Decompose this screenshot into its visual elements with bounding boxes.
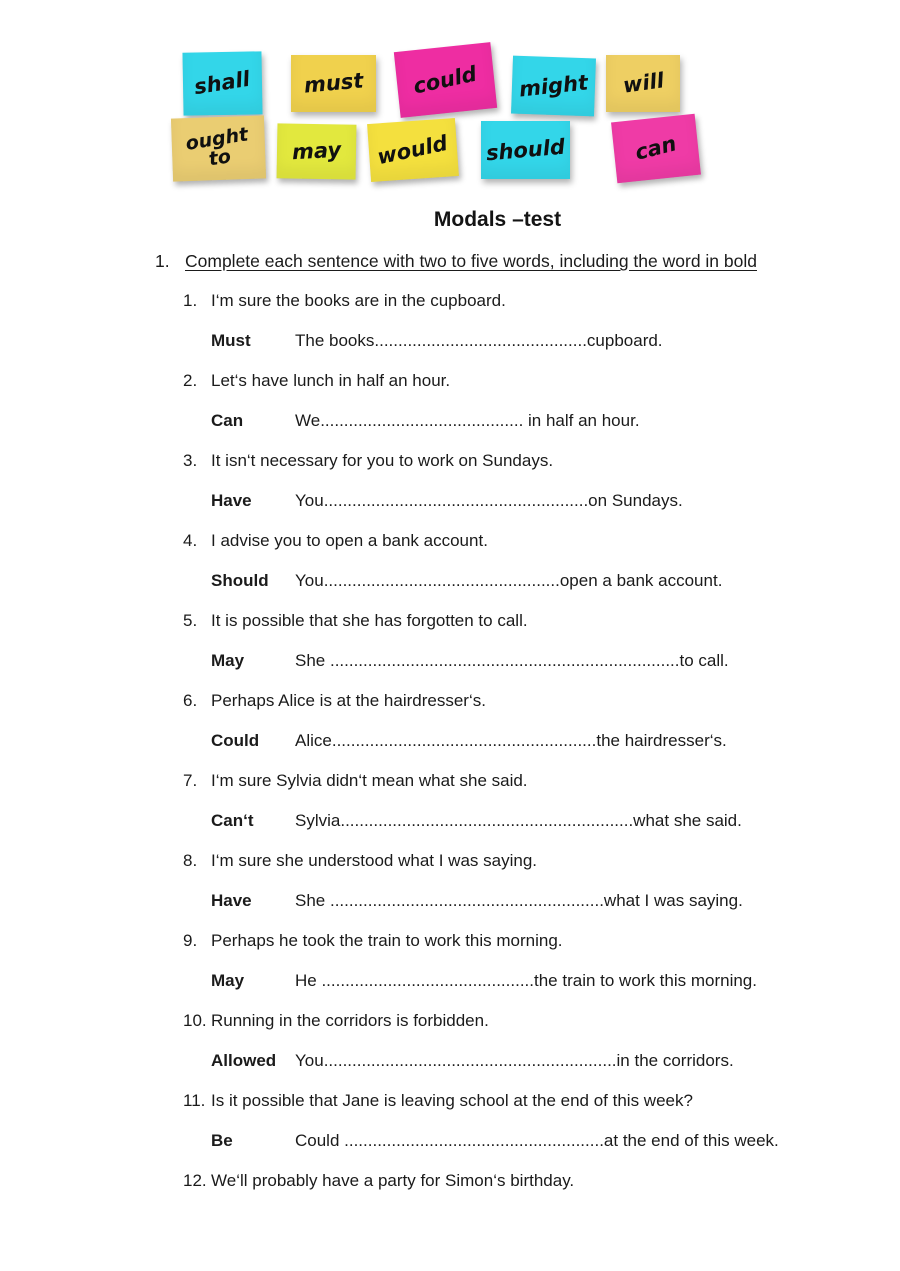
question-item: [183, 1169, 900, 1193]
instruction-text: Complete each sentence with two to five words, including the word in bold: [185, 251, 757, 271]
keyword-bold: Allowed: [211, 1051, 277, 1070]
sticky-note-label: ought to: [184, 122, 250, 170]
question-item: [183, 289, 900, 353]
worksheet-content: [0, 208, 900, 272]
sticky-note-ought-to: [171, 115, 266, 181]
question-number: 12.: [183, 1171, 207, 1190]
question-answer-line: [183, 569, 900, 593]
question-sentence: It isn‘t necessary for you to work on Sundays.: [211, 451, 554, 470]
sticky-note-label: could: [411, 61, 480, 98]
question-sentence-line: [183, 689, 900, 713]
sticky-note-label: must: [302, 68, 365, 98]
question-item: [183, 529, 900, 593]
question-number: 11.: [183, 1091, 206, 1110]
question-sentence-line: [183, 1089, 900, 1113]
sticky-note-label: shall: [192, 66, 252, 100]
question-number: 9.: [183, 931, 198, 950]
question-sentence-line: [183, 769, 900, 793]
question-sentence: Perhaps Alice is at the hairdresser‘s.: [211, 691, 486, 710]
question-sentence-line: [183, 1169, 900, 1193]
keyword-bold: Can: [211, 411, 244, 430]
question-sentence-line: [183, 849, 900, 873]
question-answer-line: [183, 889, 900, 913]
question-item: [183, 849, 900, 913]
answer-dotted-text: The books.............................................cupboard.: [295, 331, 663, 350]
question-number: 8.: [183, 851, 198, 870]
keyword-bold: Can‘t: [211, 811, 254, 830]
question-sentence: Running in the corridors is forbidden.: [211, 1011, 489, 1030]
keyword-bold: Be: [211, 1131, 233, 1150]
question-item: [183, 929, 900, 993]
question-item: [183, 1009, 900, 1073]
question-item: [183, 369, 900, 433]
answer-dotted-text: You..............................................................in the corridors.: [295, 1051, 734, 1070]
question-sentence: I‘m sure she understood what I was saying.: [211, 851, 537, 870]
question-number: 4.: [183, 531, 198, 550]
sticky-note-could: [394, 42, 497, 118]
question-item: [183, 449, 900, 513]
question-number: 1.: [183, 291, 198, 310]
question-answer-line: [183, 409, 900, 433]
question-sentence: It is possible that she has forgotten to call.: [211, 611, 528, 630]
question-answer-line: [183, 1129, 900, 1153]
questions-list: [183, 289, 900, 1193]
question-sentence-line: [183, 529, 900, 553]
sticky-note-should: [481, 121, 570, 179]
keyword-bold: Could: [211, 731, 260, 750]
sticky-note-might: [511, 56, 596, 117]
question-number: 3.: [183, 451, 198, 470]
question-sentence-line: [183, 929, 900, 953]
sticky-note-label: should: [485, 134, 566, 165]
sticky-note-may: [277, 123, 357, 179]
question-sentence: We‘ll probably have a party for Simon‘s birthday.: [211, 1171, 575, 1190]
question-sentence-line: [183, 369, 900, 393]
question-sentence: I‘m sure the books are in the cupboard.: [211, 291, 506, 310]
keyword-bold: May: [211, 971, 245, 990]
page-title: Modals –test: [433, 208, 562, 231]
answer-dotted-text: Could .......................................................at the end of this week.: [295, 1131, 779, 1150]
question-answer-line: [183, 329, 900, 353]
question-sentence: I advise you to open a bank account.: [211, 531, 488, 550]
question-item: [183, 769, 900, 833]
keyword-bold: Should: [211, 571, 269, 590]
question-answer-line: [183, 1049, 900, 1073]
question-sentence-line: [183, 449, 900, 473]
sticky-note-must: [291, 55, 376, 112]
question-item: [183, 609, 900, 673]
sticky-note-can: [611, 114, 701, 183]
question-number: 7.: [183, 771, 198, 790]
question-sentence: I‘m sure Sylvia didn‘t mean what she said.: [211, 771, 528, 790]
question-answer-line: [183, 649, 900, 673]
question-item: [183, 1089, 900, 1153]
instruction-number: 1.: [155, 251, 170, 271]
question-sentence: Perhaps he took the train to work this morning.: [211, 931, 563, 950]
question-answer-line: [183, 729, 900, 753]
question-sentence: Is it possible that Jane is leaving school at the end of this week?: [211, 1091, 693, 1110]
question-item: [183, 689, 900, 753]
answer-dotted-text: We........................................... in half an hour.: [295, 411, 640, 430]
sticky-note-would: [367, 118, 459, 182]
question-answer-line: [183, 809, 900, 833]
question-sentence: Let‘s have lunch in half an hour.: [211, 371, 451, 390]
answer-dotted-text: He .............................................the train to work this morning.: [295, 971, 757, 990]
sticky-note-label: might: [517, 69, 590, 102]
keyword-bold: Have: [211, 491, 252, 510]
sticky-note-label: may: [291, 137, 342, 165]
sticky-note-will: [606, 55, 680, 112]
question-sentence-line: [183, 289, 900, 313]
keyword-bold: Have: [211, 891, 252, 910]
question-sentence-line: [183, 609, 900, 633]
sticky-note-label: will: [620, 68, 665, 98]
keyword-bold: Must: [211, 331, 251, 350]
sticky-notes-board: [0, 0, 900, 185]
sticky-note-label: can: [632, 131, 679, 165]
instruction: [155, 251, 840, 272]
question-number: 6.: [183, 691, 198, 710]
question-number: 5.: [183, 611, 198, 630]
keyword-bold: May: [211, 651, 245, 670]
question-number: 10.: [183, 1011, 207, 1030]
answer-dotted-text: Alice........................................................the hairdresser‘s.: [295, 731, 727, 750]
answer-dotted-text: She ..........................................................................to call.: [295, 651, 729, 670]
question-number: 2.: [183, 371, 198, 390]
sticky-note-shall: [182, 51, 262, 115]
answer-dotted-text: She ..........................................................what I was saying.: [295, 891, 743, 910]
answer-dotted-text: You........................................................on Sundays.: [295, 491, 683, 510]
answer-dotted-text: You..................................................open a bank account.: [295, 571, 723, 590]
question-answer-line: [183, 969, 900, 993]
sticky-note-label: would: [375, 130, 451, 169]
answer-dotted-text: Sylvia..............................................................what she said.: [295, 811, 742, 830]
question-sentence-line: [183, 1009, 900, 1033]
question-answer-line: [183, 489, 900, 513]
